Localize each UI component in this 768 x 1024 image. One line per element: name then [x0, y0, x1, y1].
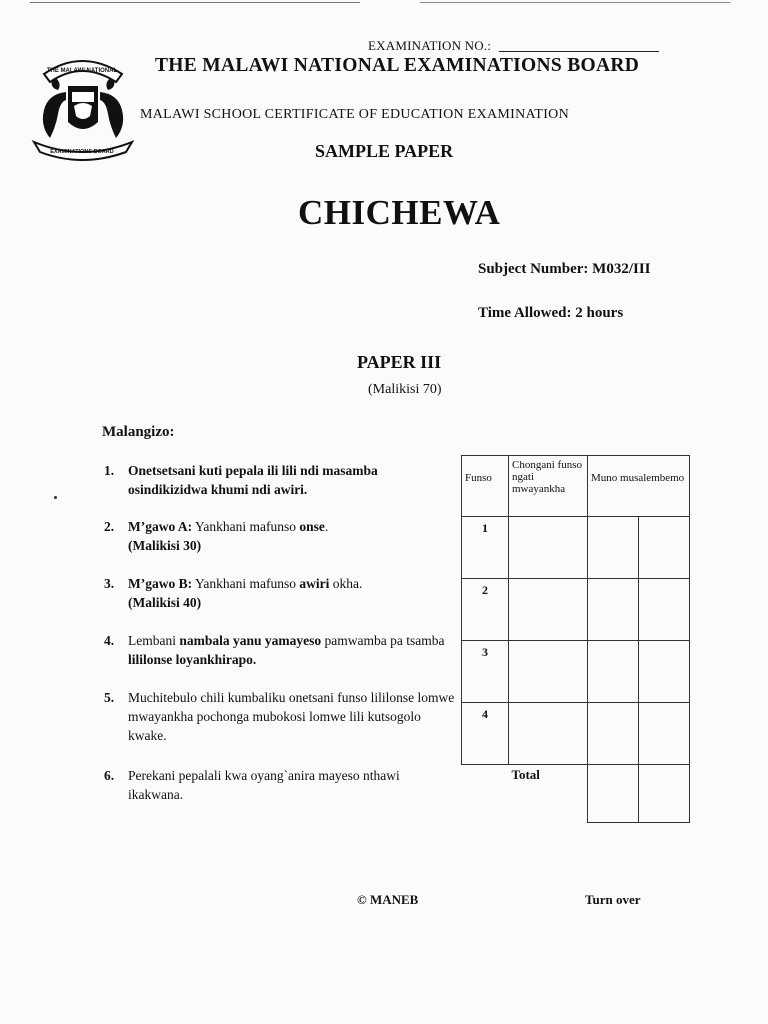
column-header-examiner-use: Muno musalembemo	[588, 456, 690, 517]
instruction-text: Lembani nambala yanu yamayeso pamwamba pa tsamba lililonse loyankhirapo.	[128, 633, 445, 667]
total-mark-cell	[588, 765, 639, 823]
time-allowed-label: Time Allowed:	[478, 305, 572, 321]
tick-answered-cell[interactable]	[509, 703, 588, 765]
turn-over-note: Turn over	[585, 892, 641, 907]
tick-answered-cell[interactable]	[509, 579, 588, 641]
instruction-item	[104, 574, 449, 614]
instruction-item	[104, 688, 455, 748]
instruction-text: Onetsetsani kuti pepala ili lili ndi masamba osindikizidwa khumi ndi awiri.	[128, 463, 378, 497]
table-row	[462, 517, 690, 579]
board-title: THE MALAWI NATIONAL EXAMINATIONS BOARD	[155, 55, 640, 76]
copyright-maneb: © MANEB	[357, 892, 419, 907]
examination-number-field	[368, 38, 659, 54]
examination-number-blank-line	[499, 51, 659, 52]
section-label: M’gawo B:	[128, 576, 193, 591]
subject-number	[478, 261, 651, 278]
paper-kind: SAMPLE PAPER	[315, 141, 454, 161]
examiner-mark-cell	[639, 517, 690, 579]
question-number: 2	[462, 579, 509, 641]
examiner-mark-cell	[588, 703, 639, 765]
subject-number-label: Subject Number:	[478, 261, 589, 277]
instruction-number: 3.	[104, 576, 115, 591]
section-label: M’gawo A:	[128, 519, 193, 534]
examiner-mark-cell	[588, 641, 639, 703]
svg-text:EXAMINATIONS BOARD: EXAMINATIONS BOARD	[50, 149, 114, 155]
section-marks: (Malikisi 30)	[128, 538, 202, 553]
paper-title: PAPER III	[357, 352, 442, 372]
instruction-text: M’gawo A: Yankhani mafunso onse. (Malikisi 30)	[128, 519, 329, 553]
instruction-number: 1.	[104, 463, 115, 478]
table-row	[462, 579, 690, 641]
examiner-mark-cell	[639, 703, 690, 765]
instruction-item	[104, 766, 449, 806]
examiner-mark-cell	[639, 641, 690, 703]
instructions-heading: Malangizo:	[102, 424, 175, 440]
instruction-item	[104, 517, 449, 557]
total-mark-cell	[639, 765, 690, 823]
table-header-row	[462, 456, 690, 517]
maneb-coat-of-arms-logo	[30, 52, 135, 162]
section-marks: (Malikisi 40)	[128, 595, 202, 610]
tick-answered-cell[interactable]	[509, 641, 588, 703]
examiner-mark-cell	[639, 579, 690, 641]
instruction-item	[104, 461, 449, 501]
instruction-text: Perekani pepalali kwa oyang`anira mayeso nthawi ikakwana.	[128, 768, 400, 802]
question-number: 3	[462, 641, 509, 703]
time-allowed	[478, 305, 623, 322]
table-row	[462, 641, 690, 703]
subject-title: CHICHEWA	[298, 193, 501, 232]
subject-number-value: M032/III	[592, 261, 651, 277]
top-scan-rule	[30, 2, 360, 3]
questions-answered-table	[461, 455, 690, 823]
question-number: 4	[462, 703, 509, 765]
instruction-item	[104, 631, 449, 671]
scan-speck	[54, 496, 57, 499]
column-header-tick-answered: Chongani funso ngati mwayankha	[509, 456, 588, 517]
column-header-question: Funso	[462, 456, 509, 517]
exam-name: MALAWI SCHOOL CERTIFICATE OF EDUCATION EXAMINATION	[140, 107, 569, 122]
instruction-text: Muchitebulo chili kumbaliku onetsani funso lililonse lomwe mwayankha pochonga mubokosi lomwe lili kutsogolo kwake.	[128, 690, 455, 743]
examiner-mark-cell	[588, 579, 639, 641]
instruction-number: 6.	[104, 768, 115, 783]
time-allowed-value: 2 hours	[575, 305, 624, 321]
total-label: Total	[511, 767, 540, 782]
tick-answered-cell[interactable]	[509, 517, 588, 579]
instruction-number: 4.	[104, 633, 115, 648]
examination-number-label: EXAMINATION NO.:	[368, 38, 492, 53]
table-row	[462, 703, 690, 765]
question-number: 1	[462, 517, 509, 579]
top-scan-rule	[420, 2, 730, 3]
examiner-mark-cell	[588, 517, 639, 579]
instruction-number: 5.	[104, 690, 115, 705]
total-row	[462, 765, 690, 823]
instruction-number: 2.	[104, 519, 115, 534]
instruction-text: M’gawo B: Yankhani mafunso awiri okha. (Malikisi 40)	[128, 576, 363, 610]
paper-total-marks: (Malikisi 70)	[368, 382, 442, 397]
svg-text:THE MALAWI NATIONAL: THE MALAWI NATIONAL	[46, 68, 118, 74]
